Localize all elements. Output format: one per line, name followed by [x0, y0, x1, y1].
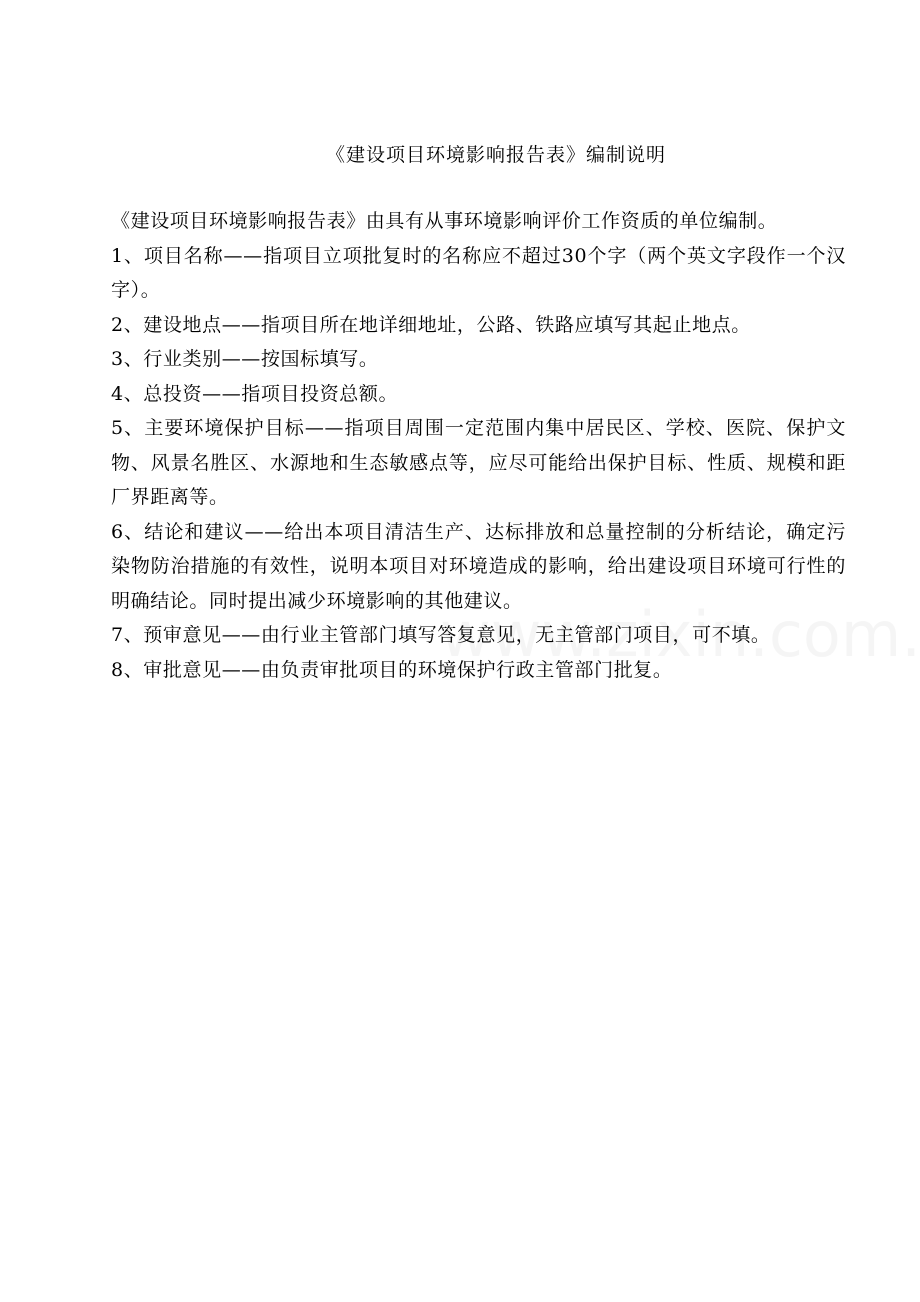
item-industry-category: 3、行业类别——按国标填写。: [111, 348, 379, 370]
document-title: 《建设项目环境影响报告表》编制说明: [325, 144, 666, 166]
intro-paragraph: 《建设项目环境影响报告表》由具有从事环境影响评价工作资质的单位编制。: [111, 210, 778, 232]
item-approval-opinion: 8、审批意见——由负责审批项目的环境保护行政主管部门批复。: [111, 658, 673, 681]
item-construction-site: 2、建设地点——指项目所在地详细地址，公路、铁路应填写其起止地点。: [111, 313, 751, 336]
item-total-investment: 4、总投资——指项目投资总额。: [111, 382, 399, 405]
item-preliminary-review: 7、预审意见——由行业主管部门填写答复意见，无主管部门项目，可不填。: [111, 624, 771, 646]
document-body: [111, 204, 846, 687]
item-protection-targets: 5、主要环境保护目标——指项目周围一定范围内集中居民区、学校、医院、保护文物、风景名胜区、水源地和生态敏感点等，应尽可能给出保护目标、性质、规模和距厂界距离等。: [111, 417, 846, 508]
item-project-name: 1、项目名称——指项目立项批复时的名称应不超过30个字（两个英文字段作一个汉字）。: [111, 244, 846, 301]
item-conclusions: 6、结论和建议——给出本项目清洁生产、达标排放和总量控制的分析结论，确定污染物防治措施的有效性，说明本项目对环境造成的影响，给出建设项目环境可行性的明确结论。同时提出减少环境影响的其他建议。: [111, 520, 846, 612]
